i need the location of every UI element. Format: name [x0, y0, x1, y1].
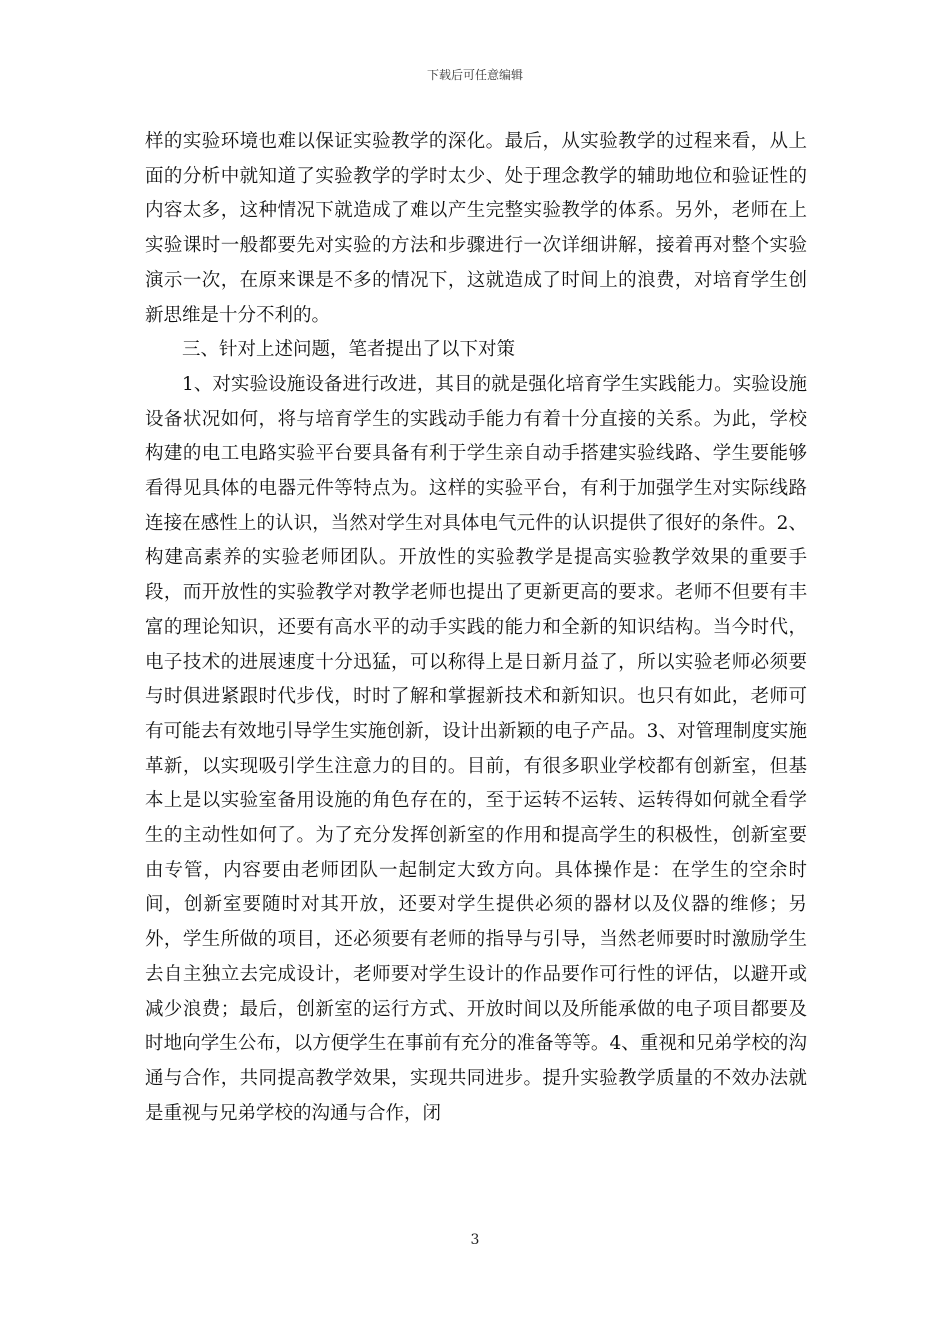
paragraph-continuation: 样的实验环境也难以保证实验教学的深化。最后，从实验教学的过程来看，从上面的分析中就知道了实验教学的学时太少、处于理念教学的辅助地位和验证性的内容太多，这种情况下就造成了难以产生完整实验教学的体系。另外，老师在上实验课时一般都要先对实验的方法和步骤进行一次详细讲解，接着再对整个实验演示一次，在原来课是不多的情况下，这就造成了时间上的浪费，对培育学生创新思维是十分不利的。 — [145, 131, 807, 326]
page-header: 下载后可任意编辑 — [426, 68, 523, 82]
document-body — [145, 125, 807, 1131]
section-heading: 三、针对上述问题，笔者提出了以下对策 — [182, 339, 516, 361]
paragraph-countermeasures: 1、对实验设施设备进行改进，其目的就是强化培育学生实践能力。实验设施设备状况如何，将与培育学生的实践动手能力有着十分直接的关系。为此，学校构建的电工电路实验平台要具备有利于学生亲自动手搭建实验线路、学生要能够看得见具体的电器元件等特点为。这样的实验平台，有利于加强学生对实际线路连接在感性上的认识，当然对学生对具体电气元件的认识提供了很好的条件。2、构建高素养的实验老师团队。开放性的实验教学是提高实验教学效果的重要手段，而开放性的实验教学对教学老师也提出了更新更高的要求。老师不但要有丰富的理论知识，还要有高水平的动手实践的能力和全新的知识结构。当今时代，电子技术的进展速度十分迅猛，可以称得上是日新月益了，所以实验老师必须要与时俱进紧跟时代步伐，时时了解和掌握新技术和新知识。也只有如此，老师可有可能去有效地引导学生实施创新，设计出新颖的电子产品。3、对管理制度实施革新，以实现吸引学生注意力的目的。目前，有很多职业学校都有创新室，但基本上是以实验室备用设施的角色存在的，至于运转不运转、运转得如何就全看学生的主动性如何了。为了充分发挥创新室的作用和提高学生的积极性，创新室要由专管，内容要由老师团队一起制定大致方向。具体操作是：在学生的空余时间，创新室要随时对其开放，还要对学生提供必须的器材以及仪器的维修；另外，学生所做的项目，还必须要有老师的指导与引导，当然老师要时时激励学生去自主独立去完成设计，老师要对学生设计的作品要作可行性的评估，以避开或减少浪费；最后，创新室的运行方式、开放时间以及所能承做的电子项目都要及时地向学生公布，以方便学生在事前有充分的准备等等。4、重视和兄弟学校的沟通与合作，共同提高教学效果，实现共同进步。提升实验教学质量的不效办法就是重视与兄弟学校的沟通与合作，闭 — [145, 373, 807, 1124]
page-number: 3 — [470, 1232, 480, 1248]
